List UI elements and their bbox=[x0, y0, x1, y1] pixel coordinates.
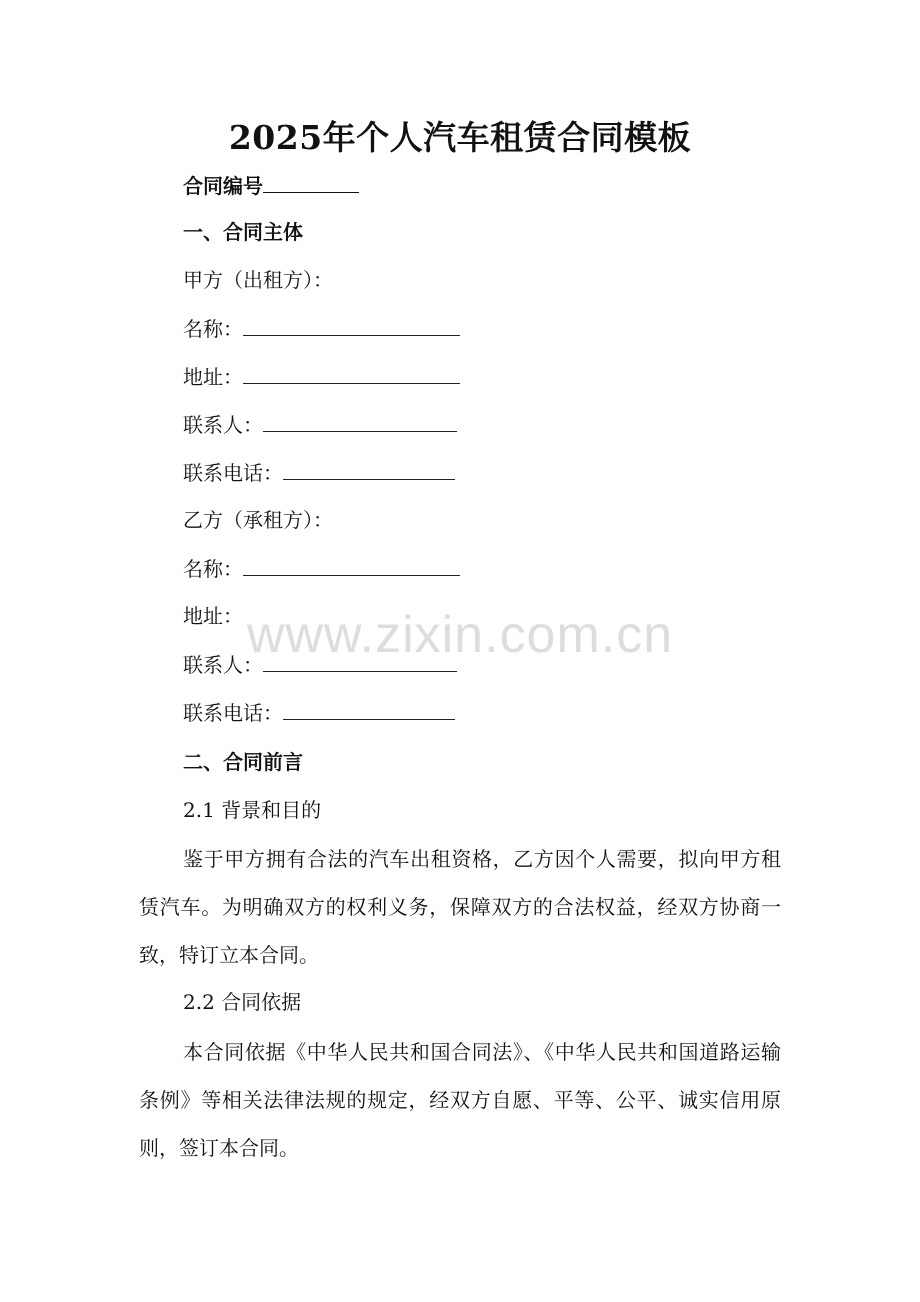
party-b-name-blank[interactable] bbox=[243, 553, 460, 576]
party-a-contact-blank[interactable] bbox=[263, 409, 457, 432]
party-a-contact-label: 联系人： bbox=[183, 413, 263, 437]
party-a-contact-line bbox=[183, 409, 457, 440]
party-b-address-line bbox=[183, 601, 243, 631]
party-a-phone-line bbox=[183, 457, 455, 488]
party-a-phone-blank[interactable] bbox=[283, 457, 455, 480]
party-a-address-line bbox=[183, 361, 460, 392]
party-a-name-line bbox=[183, 313, 460, 344]
party-b-contact-blank[interactable] bbox=[263, 649, 457, 672]
party-b-name-line bbox=[183, 553, 460, 584]
party-b-phone-label: 联系电话： bbox=[183, 701, 283, 725]
document-title: 2025年个人汽车租赁合同模板 bbox=[228, 118, 692, 157]
party-a-name-label: 名称： bbox=[183, 317, 243, 341]
section2-heading: 二、合同前言 bbox=[183, 750, 303, 774]
paragraph-2-2: 本合同依据《中华人民共和国合同法》、《中华人民共和国道路运输条例》等相关法律法规的规定，经双方自愿、平等、公平、诚实信用原则，签订本合同。 bbox=[139, 1040, 781, 1160]
watermark-text: www.zixin.com.cn bbox=[246, 606, 674, 664]
contract-number-line bbox=[183, 170, 359, 201]
party-b-heading: 乙方（承租方）： bbox=[183, 508, 333, 532]
paragraph-2-1: 鉴于甲方拥有合法的汽车出租资格，乙方因个人需要，拟向甲方租赁汽车。为明确双方的权利义务，保障双方的合法权益，经双方协商一致，特订立本合同。 bbox=[139, 847, 781, 967]
party-a-address-blank[interactable] bbox=[243, 361, 460, 384]
party-b-name-label: 名称： bbox=[183, 557, 243, 581]
subsection-2-1-heading: 2.1 背景和目的 bbox=[183, 798, 322, 822]
party-a-heading: 甲方（出租方）： bbox=[183, 268, 333, 292]
party-b-contact-line bbox=[183, 649, 457, 680]
section1-heading: 一、合同主体 bbox=[183, 220, 303, 244]
party-b-address-label: 地址： bbox=[183, 604, 243, 628]
party-a-address-label: 地址： bbox=[183, 365, 243, 389]
party-a-phone-label: 联系电话： bbox=[183, 461, 283, 485]
party-b-contact-label: 联系人： bbox=[183, 653, 263, 677]
party-a-name-blank[interactable] bbox=[243, 313, 460, 336]
party-b-phone-line bbox=[183, 697, 455, 728]
contract-number-label: 合同编号 bbox=[183, 174, 263, 198]
contract-number-blank[interactable] bbox=[263, 170, 359, 193]
subsection-2-2-heading: 2.2 合同依据 bbox=[183, 990, 302, 1014]
party-b-phone-blank[interactable] bbox=[283, 697, 455, 720]
